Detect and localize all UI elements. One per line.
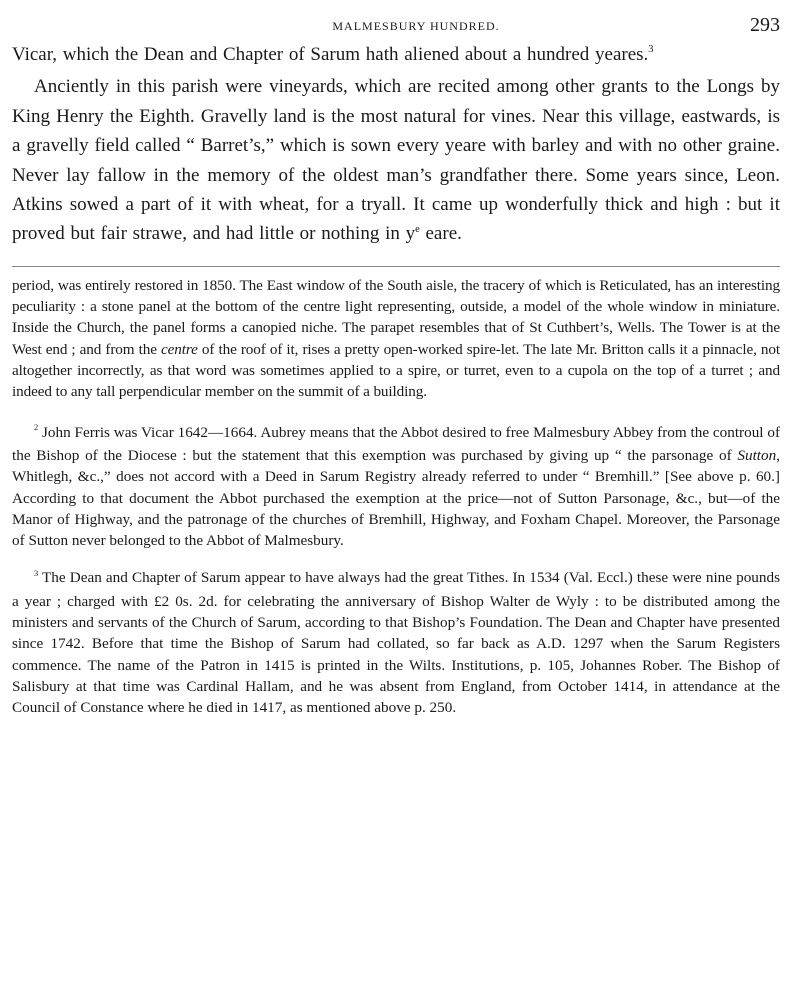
footnote-3-text: The Dean and Chapter of Sarum appear to have always had the great Tithes. In 1534 (Val. Eccl.) these were nine pounds a year ; charged with £2 0s. 2d. for celebrating the anniversary of Bishop Walter de Wyly : to be distributed among the ministers and servants of the Church of Sarum, according to that Bishop’s Foundation. The Dean and Chapter have presented since 1742. Before that time the Bishop of Sarum had collated, so far back as A.D. 1297 when the Sarum Registers commence. The name of the Patron in 1415 is printed in the Wilts. Institutions, p. 105, Johannes Rober. The Bishop of Salisbury at that time was Cardinal Hallam, and he was absent from England, from October 1414, in attendance at the Council of Constance where he died in 1417, as mentioned above p. 250. bbox=[12, 569, 780, 717]
footnote-ref-3: 3 bbox=[648, 44, 654, 56]
book-page bbox=[12, 0, 780, 718]
footnote-continuation-text: period, was entirely restored in 1850. The East window of the South aisle, the tracery of which is Reticulated, has an interesting peculiarity : a stone panel at the bottom of the centre light representing, outside, a model of the whole window in miniature. Inside the Church, the panel forms a canopied niche. The parapet resembles that of St Cuthbert’s, Wells. The Tower is at the West end ; and from the bbox=[12, 276, 780, 358]
footnote-continuation bbox=[12, 275, 780, 403]
running-head bbox=[12, 0, 780, 40]
italic-centre: centre bbox=[161, 340, 198, 358]
main-paragraph-1 bbox=[12, 40, 780, 72]
main-paragraph-2-end: eare. bbox=[419, 223, 462, 245]
running-title: MALMESBURY HUNDRED. bbox=[332, 19, 500, 33]
main-paragraph-2-text: Anciently in this parish were vineyards, which are recited among other grants to the Longs by King Henry the Eighth. Gravelly land is the most natural for vines. Near this village, eastwards, is a gravelly field called “ Barret’s,” which is sown every yeare with barley and with no other graine. Never lay fallow in the memory of the oldest man’s grandfather there. Some years since, Leon. Atkins sowed a part of it with wheat, for a tryall. It came up wonderfully thick and high : but it proved but fair strawe, and had little or nothing in y bbox=[12, 76, 780, 245]
main-paragraph-2 bbox=[12, 72, 780, 251]
main-text bbox=[12, 40, 780, 252]
page-number: 293 bbox=[750, 14, 780, 36]
footnote-3-marker: 3 bbox=[34, 569, 39, 579]
footnote-separator bbox=[12, 266, 780, 267]
italic-sutton: Sutton bbox=[737, 446, 777, 464]
superscript-e: e bbox=[415, 223, 420, 235]
footnote-3 bbox=[12, 567, 780, 718]
footnotes bbox=[12, 275, 780, 719]
footnote-2-text: John Ferris was Vicar 1642—1664. Aubrey means that the Abbot desired to free Malmesbury Abbey from the controul of the Bishop of the Diocese : but the statement that this exemption was purchased by giving up “ the parsonage of bbox=[12, 423, 780, 464]
footnote-2 bbox=[12, 422, 780, 552]
footnote-2-text-end: , Whitlegh, &c.,” does not accord with a Deed in Sarum Registry already referred to under “ Bremhill.” [See above p. 60.] According to that document the Abbot purchased the exemption at the price—not of Sutton Parsonage, &c., but—of the Manor of Highway, and the patronage of the churches of Bremhill, Highway, and Foxham Chapel. Moreover, the Parsonage of Sutton never belonged to the Abbot of Malmesbury. bbox=[12, 446, 780, 550]
main-paragraph-1-text: Vicar, which the Dean and Chapter of Sarum hath aliened about a hundred yeares. bbox=[12, 44, 649, 65]
footnote-continuation-text-end: of the roof of it, rises a pretty open-worked spire-let. The late Mr. Britton calls it a pinnacle, not altogether incorrectly, as that word was sometimes applied to a spire, or turret, even to a cupola on the top of a turret ; and indeed to any tall perpendicular member on the summit of a building. bbox=[12, 340, 780, 401]
footnote-2-marker: 2 bbox=[34, 423, 39, 433]
